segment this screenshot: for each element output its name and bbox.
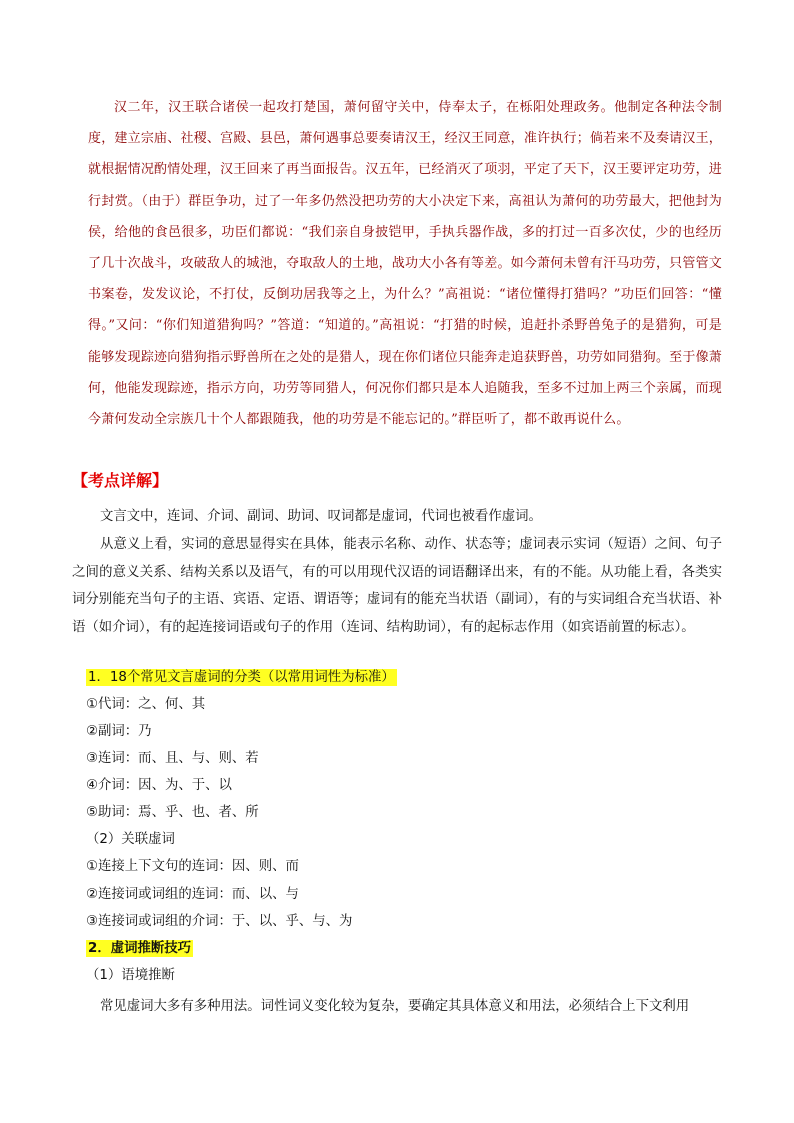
intro-paragraph: 文言文中，连词、介词、副词、助词、叹词都是虚词，代词也被看作虚词。 [100, 509, 542, 524]
context-paragraph: 常见虚词大多有多种用法。词性词义变化较为复杂，要确定其具体意义和用法，必须结合上下文利用 [100, 999, 690, 1014]
list-item: ②副词：乃 [86, 724, 152, 739]
heading-number: 1．18 [88, 670, 127, 685]
list-item: ①连接上下文句的连词：因、则、而 [86, 859, 299, 874]
list-item: ②连接词或词组的连词：而、以、与 [86, 887, 299, 902]
heading-highlight [86, 669, 397, 686]
heading-inference-techniques [86, 938, 193, 960]
list-item: ①代词：之、何、其 [86, 697, 206, 712]
translation-passage: 汉二年，汉王联合诸侯一起攻打楚国，萧何留守关中，侍奉太子，在栎阳处理政务。他制定各种法令制度，建立宗庙、社稷、宫殿、县邑，萧何遇事总要奏请汉王，经汉王同意，准许执行；倘若来不及奏请汉王，就根据情况酌情处理，汉王回来了再当面报告。汉五年，已经消灭了项羽，平定了天下，汉王要评定功劳，进行封赏。（由于）群臣争功，过了一年多仍然没把功劳的大小决定下来，高祖认为萧何的功劳最大，把他封为侯，给他的食邑很多，功臣们都说：“我们亲自身披铠甲，手执兵器作战，多的打过一百多次仗，少的也经历了几十次战斗，攻破敌人的城池，夺取敌人的土地，战功大小各有等差。如今萧何未曾有汗马功劳，只管管文书案卷，发发议论，不打仗，反倒功居我等之上，为什么？”高祖说：“诸位懂得打猎吗？”功臣们回答：“懂得。”又问：“你们知道猎狗吗？”答道：“知道的。”高祖说：“打猎的时候，追赶扑杀野兽兔子的是猎狗，可是能够发现踪迹向猎狗指示野兽所在之处的是猎人，现在你们诸位只能奔走追获野兽，功劳如同猎狗。至于像萧何，他能发现踪迹，指示方向，功劳等同猎人，何况你们都只是本人追随我，至多不过加上两三个亲属，而现今萧何发动全宗族几十个人都跟随我，他的功劳是不能忘记的。”群臣听了，都不敢再说什么。 [88, 100, 722, 428]
meaning-function-paragraph: 从意义上看，实词的意思显得实在具体，能表示名称、动作、状态等；虚词表示实词（短语）之间、句子之间的意义关系、结构关系以及语气，有的可以用现代汉语的词语翻译出来，有的不能。从功能上看，各类实词分别能充当句子的主语、宾语、定语、谓语等；虚词有的能充当状语（副词），有的与实词组合充当状语、补语（如介词），有的起连接词语或句子的作用（连词、结构助词），有的起标志作用（如宾语前置的标志）。 [72, 537, 722, 636]
list-item: ③连接词或词组的介词：于、以、乎、与、为 [86, 914, 353, 929]
list-item: ④介词：因、为、于、以 [86, 778, 232, 793]
heading-highlight: 2．虚词推断技巧 [88, 941, 192, 956]
heading-text: 个常见文言虚词的分类（以常用词性为标准） [126, 670, 395, 685]
list-item: ⑤助词：焉、乎、也、者、所 [86, 805, 259, 820]
list-item: ③连词：而、且、与、则、若 [86, 751, 259, 766]
heading-function-word-categories [86, 667, 397, 689]
sub-heading-context: （1）语境推断 [86, 968, 175, 983]
section-heading-key-points: 【考点详解】 [72, 471, 169, 490]
list-item-subheading: （2）关联虚词 [86, 832, 175, 847]
